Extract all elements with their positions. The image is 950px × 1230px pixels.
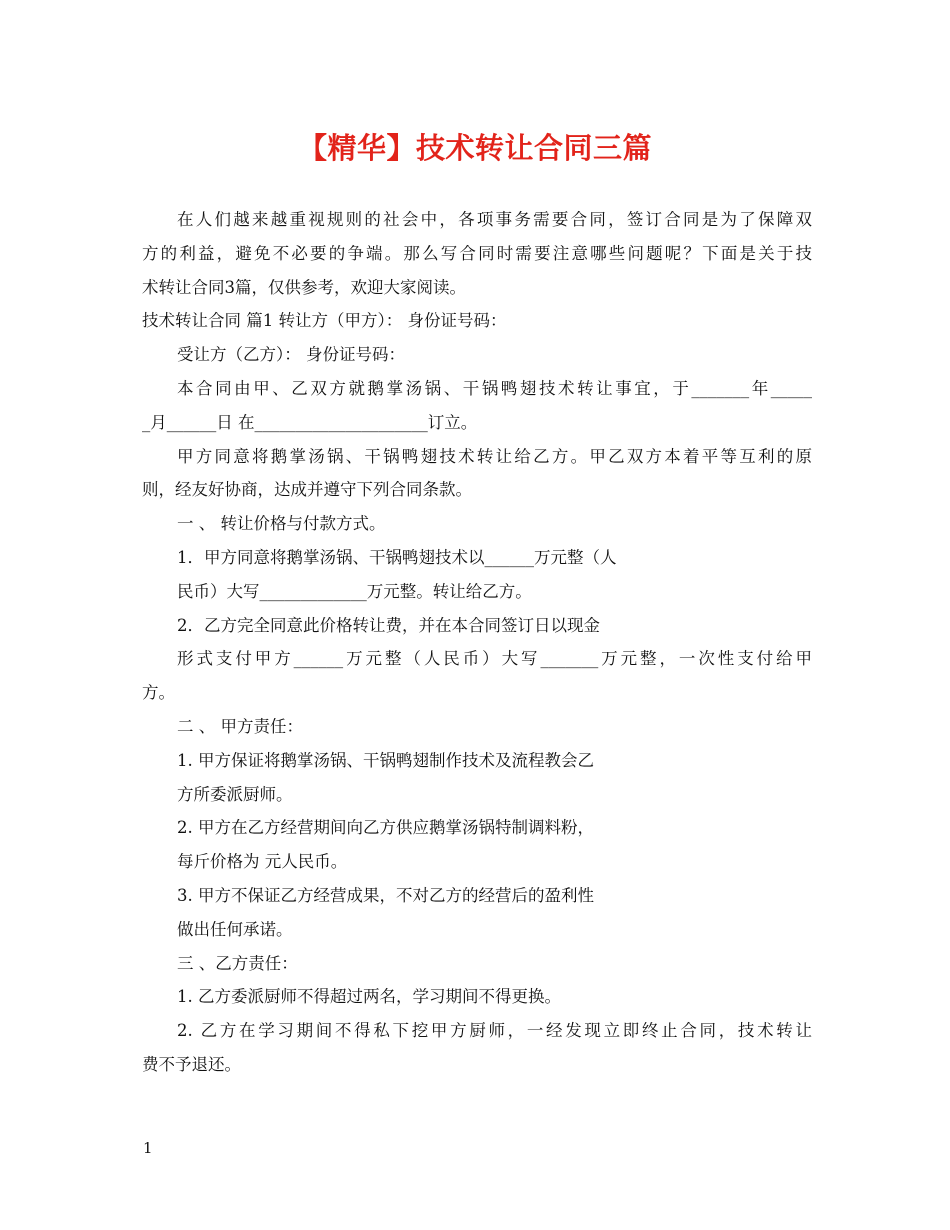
text-line: 方所委派厨师。 [177, 784, 293, 804]
text-line: 一 、 转让价格与付款方式。 [177, 514, 386, 534]
document-body [142, 203, 812, 1082]
text-line: 则，经友好协商，达成并遵守下列合同条款。 [142, 480, 472, 500]
text-line: 2．乙方完全同意此价格转让费，并在本合同签订日以现金 [177, 615, 600, 635]
text-line: 受让方（乙方）： 身份证号码： [177, 345, 405, 365]
text-line: 每斤价格为 元人民币。 [177, 852, 348, 872]
text-line: 做出任何承诺。 [177, 919, 293, 939]
text-line: 三 、乙方责任： [177, 953, 298, 973]
document-title: 【精华】技术转让合同三篇 [297, 131, 652, 165]
text-line: 二 、 甲方责任： [177, 716, 303, 736]
text-line: _月______日 在_____________________订立。 [142, 412, 478, 432]
text-line: 1. 甲方保证将鹅掌汤锅、干锅鸭翅制作技术及流程教会乙 [177, 750, 594, 770]
page-number: 1 [143, 1139, 153, 1157]
text-line: 形式支付甲方______万元整（人民币）大写_______万元整，一次性支付给甲 [177, 649, 812, 669]
text-line: 费不予退还。 [142, 1054, 241, 1074]
text-line: 民币）大写_____________万元整。转让给乙方。 [177, 581, 532, 601]
text-line: 本合同由甲、乙双方就鹅掌汤锅、干锅鸭翅技术转让事宜，于_______年_____ [177, 378, 812, 398]
text-line: 方。 [142, 683, 175, 703]
text-line: 2. 乙方在学习期间不得私下挖甲方厨师，一经发现立即终止合同，技术转让 [177, 1021, 812, 1041]
text-line: 方的利益，避免不必要的争端。那么写合同时需要注意哪些问题呢？下面是关于技 [142, 243, 812, 263]
text-line: 术转让合同3篇，仅供参考，欢迎大家阅读。 [142, 277, 466, 297]
text-line: 甲方同意将鹅掌汤锅、干锅鸭翅技术转让给乙方。甲乙双方本着平等互利的原 [177, 446, 812, 466]
text-line: 技术转让合同 篇1 转让方（甲方）： 身份证号码： [142, 311, 507, 331]
text-line: 在人们越来越重视规则的社会中，各项事务需要合同，签订合同是为了保障双 [177, 210, 812, 229]
text-line: 2. 甲方在乙方经营期间向乙方供应鹅掌汤锅特制调料粉， [177, 818, 594, 838]
text-line: 1. 乙方委派厨师不得超过两名，学习期间不得更换。 [177, 987, 561, 1007]
text-line: 1．甲方同意将鹅掌汤锅、干锅鸭翅技术以______万元整（人 [177, 547, 617, 567]
text-line: 3. 甲方不保证乙方经营成果，不对乙方的经营后的盈利性 [177, 885, 594, 905]
